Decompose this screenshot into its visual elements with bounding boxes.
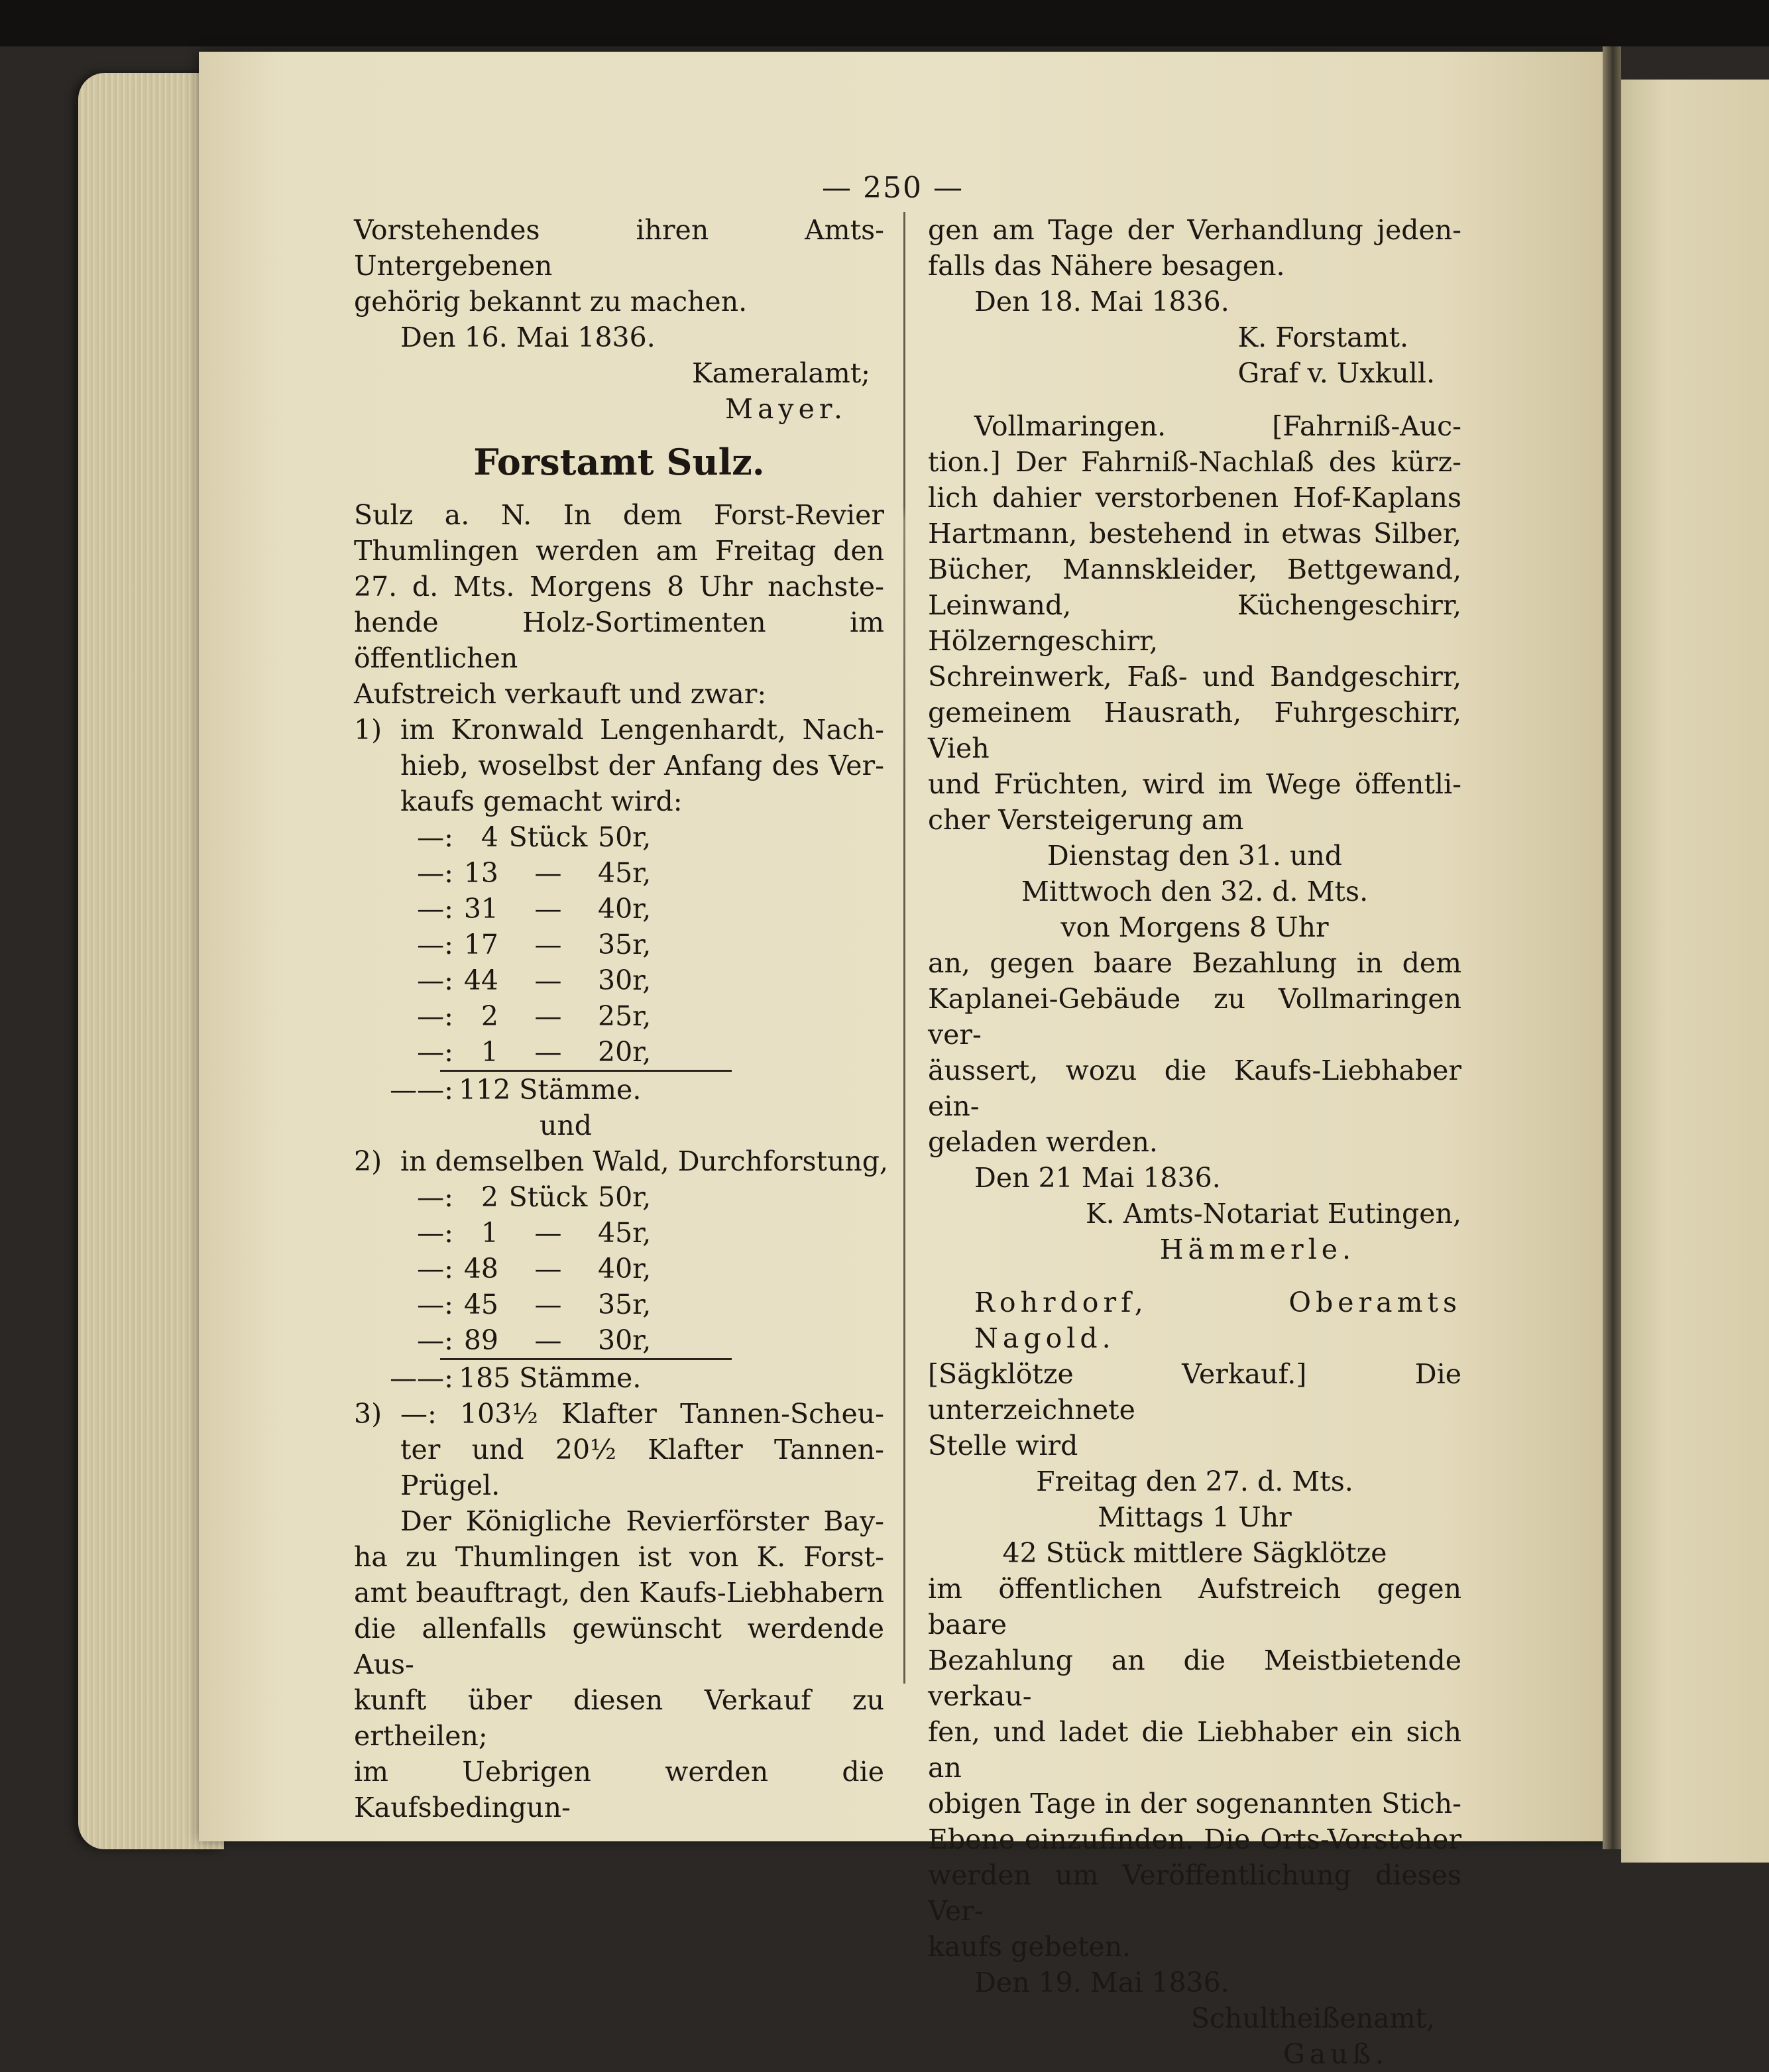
table-row: —: 2 — 25r,	[417, 1000, 652, 1032]
text-line: im Kronwald Lengenhardt, Nach-	[400, 714, 884, 746]
text-line: [Sägklötze Verkauf.] Die unterzeichnete	[928, 1358, 1461, 1426]
text-line: falls das Nähere besagen.	[928, 250, 1285, 282]
text-line: hieb, woselbst der Anfang des Ver-	[400, 750, 884, 781]
conjunction: und	[540, 1110, 593, 1141]
table-row: —: 89 — 30r,	[417, 1324, 652, 1356]
right-column	[928, 212, 1461, 2072]
signature-name: Gauß.	[1283, 2038, 1389, 2070]
section-heading: Forstamt Sulz.	[473, 441, 765, 483]
text-line: lich dahier verstorbenen Hof-Kaplans	[928, 482, 1461, 514]
centered-line: Freitag den 27. d. Mts.	[1036, 1466, 1353, 1497]
text-line: Prügel.	[400, 1469, 500, 1501]
text-line: im öffentlichen Aufstreich gegen baare	[928, 1573, 1461, 1640]
table-row: —: 31 — 40r,	[417, 893, 652, 925]
page-number: — 250 —	[822, 171, 964, 205]
text-line: tion.] Der Fahrniß-Nachlaß des kürz-	[928, 446, 1461, 478]
book-gutter	[1603, 46, 1621, 1849]
text-line: im Uebrigen werden die Kaufsbedingun-	[354, 1756, 884, 1823]
text-line: werden um Veröffentlichung dieses Ver-	[928, 1859, 1461, 1927]
text-line: Sulz a. N. In dem Forst-Revier	[354, 499, 884, 531]
table-total: ——: 185 Stämme.	[390, 1362, 642, 1394]
text-line: Vorstehendes ihren Amts-Untergebenen	[354, 214, 884, 282]
text-line: —: 103½ Klafter Tannen-Scheu-	[400, 1398, 884, 1430]
background-top	[0, 0, 1769, 46]
tally-table-1	[354, 819, 884, 1108]
text-line: fen, und ladet die Liebhaber ein sich an	[928, 1716, 1461, 1784]
text-line: ter und 20½ Klafter Tannen-	[400, 1434, 884, 1466]
text-line: und Früchten, wird im Wege öffentli-	[928, 768, 1461, 800]
centered-line: Mittwoch den 32. d. Mts.	[1021, 876, 1369, 907]
text-line: Bezahlung an die Meistbietende verkau-	[928, 1644, 1461, 1712]
text-line: an, gegen baare Bezahlung in dem	[928, 947, 1461, 979]
list-item-1	[354, 712, 884, 819]
centered-line: von Morgens 8 Uhr	[1060, 911, 1329, 943]
text-line: hende Holz-Sortimenten im öffentlichen	[354, 606, 884, 674]
list-item-3	[354, 1396, 884, 1503]
text-line: Bücher, Mannskleider, Bettgewand,	[928, 553, 1461, 585]
table-row: —: 44 — 30r,	[417, 964, 652, 996]
table-row: —: 1 — 45r,	[417, 1217, 652, 1249]
table-row: —: 13 — 45r,	[417, 857, 652, 889]
table-row: —: 48 — 40r,	[417, 1253, 652, 1285]
text-line: äussert, wozu die Kaufs-Liebhaber ein-	[928, 1055, 1461, 1122]
facing-page-edge	[1621, 80, 1769, 1863]
text-line: ha zu Thumlingen ist von K. Forst-	[354, 1541, 884, 1573]
table-row: —: 45 — 35r,	[417, 1289, 652, 1320]
signature-office: K. Amts-Notariat Eutingen,	[1086, 1198, 1461, 1230]
list-number: 1)	[354, 714, 382, 746]
text-line: Der Königliche Revierförster Bay-	[400, 1505, 884, 1537]
text-line: obigen Tage in der sogenannten Stich-	[928, 1788, 1461, 1819]
text-line: in demselben Wald, Durchforstung,	[400, 1145, 889, 1177]
text-line: gehörig bekannt zu machen.	[354, 286, 748, 317]
text-line: Ebene einzufinden. Die Orts-Vorsteher	[928, 1823, 1461, 1855]
text-line: gemeinem Hausrath, Fuhrgeschirr, Vieh	[928, 697, 1461, 764]
signature-name: Mayer.	[725, 393, 847, 425]
text-line: Aufstreich verkauft und zwar:	[354, 678, 767, 710]
signature-office: Schultheißenamt,	[1190, 2002, 1435, 2034]
text-line: Leinwand, Küchengeschirr, Hölzerngeschirr,	[928, 589, 1461, 657]
column-divider	[903, 212, 905, 1684]
signature-office: Kameralamt;	[692, 357, 870, 389]
text-line: Rohrdorf, Oberamts Nagold.	[974, 1287, 1461, 1354]
signature-name: Graf v. Uxkull.	[1237, 357, 1435, 389]
list-number: 3)	[354, 1398, 382, 1430]
text-line: geladen werden.	[928, 1126, 1158, 1158]
date-line: Den 16. Mai 1836.	[400, 321, 656, 353]
list-item-2	[354, 1143, 889, 1179]
text-line: Stelle wird	[928, 1430, 1078, 1462]
text-line: Hartmann, bestehend in etwas Silber,	[928, 518, 1461, 549]
signature-office: K. Forstamt.	[1237, 321, 1408, 353]
text-line: cher Versteigerung am	[928, 804, 1244, 836]
text-line: kunft über diesen Verkauf zu ertheilen;	[354, 1684, 884, 1752]
text-line: Kaplanei-Gebäude zu Vollmaringen ver-	[928, 983, 1461, 1051]
table-row: —: 1 — 20r,	[417, 1036, 652, 1068]
text-line: amt beauftragt, den Kaufs-Liebhabern	[354, 1577, 884, 1609]
date-line: Den 21 Mai 1836.	[974, 1162, 1221, 1194]
signature-name: Hämmerle.	[1159, 1234, 1355, 1265]
table-row: —: 17 — 35r,	[417, 929, 652, 960]
centered-line: 42 Stück mittlere Sägklötze	[1002, 1537, 1387, 1569]
date-line: Den 18. Mai 1836.	[974, 286, 1229, 317]
left-column	[354, 212, 889, 1825]
tally-table-2	[354, 1179, 884, 1396]
table-total: ——: 112 Stämme.	[390, 1074, 642, 1106]
centered-line: Dienstag den 31. und	[1047, 840, 1343, 872]
table-row: —: 2 Stück 50r,	[417, 1181, 652, 1213]
text-line: Vollmaringen. [Fahrniß-Auc-	[974, 410, 1461, 442]
text-line: kaufs gemacht wird:	[400, 785, 683, 817]
text-line: gen am Tage der Verhandlung jeden-	[928, 214, 1461, 246]
text-line: kaufs gebeten.	[928, 1931, 1131, 1963]
text-line: Thumlingen werden am Freitag den	[354, 535, 884, 567]
text-line: die allenfalls gewünscht werdende Aus-	[354, 1613, 884, 1680]
text-line: 27. d. Mts. Morgens 8 Uhr nachste-	[354, 571, 884, 603]
list-number: 2)	[354, 1145, 382, 1177]
date-line: Den 19. Mai 1836.	[974, 1967, 1229, 1998]
centered-line: Mittags 1 Uhr	[1098, 1501, 1292, 1533]
table-row: —: 4 Stück 50r,	[417, 821, 652, 853]
text-line: Schreinwerk, Faß- und Bandgeschirr,	[928, 661, 1461, 693]
